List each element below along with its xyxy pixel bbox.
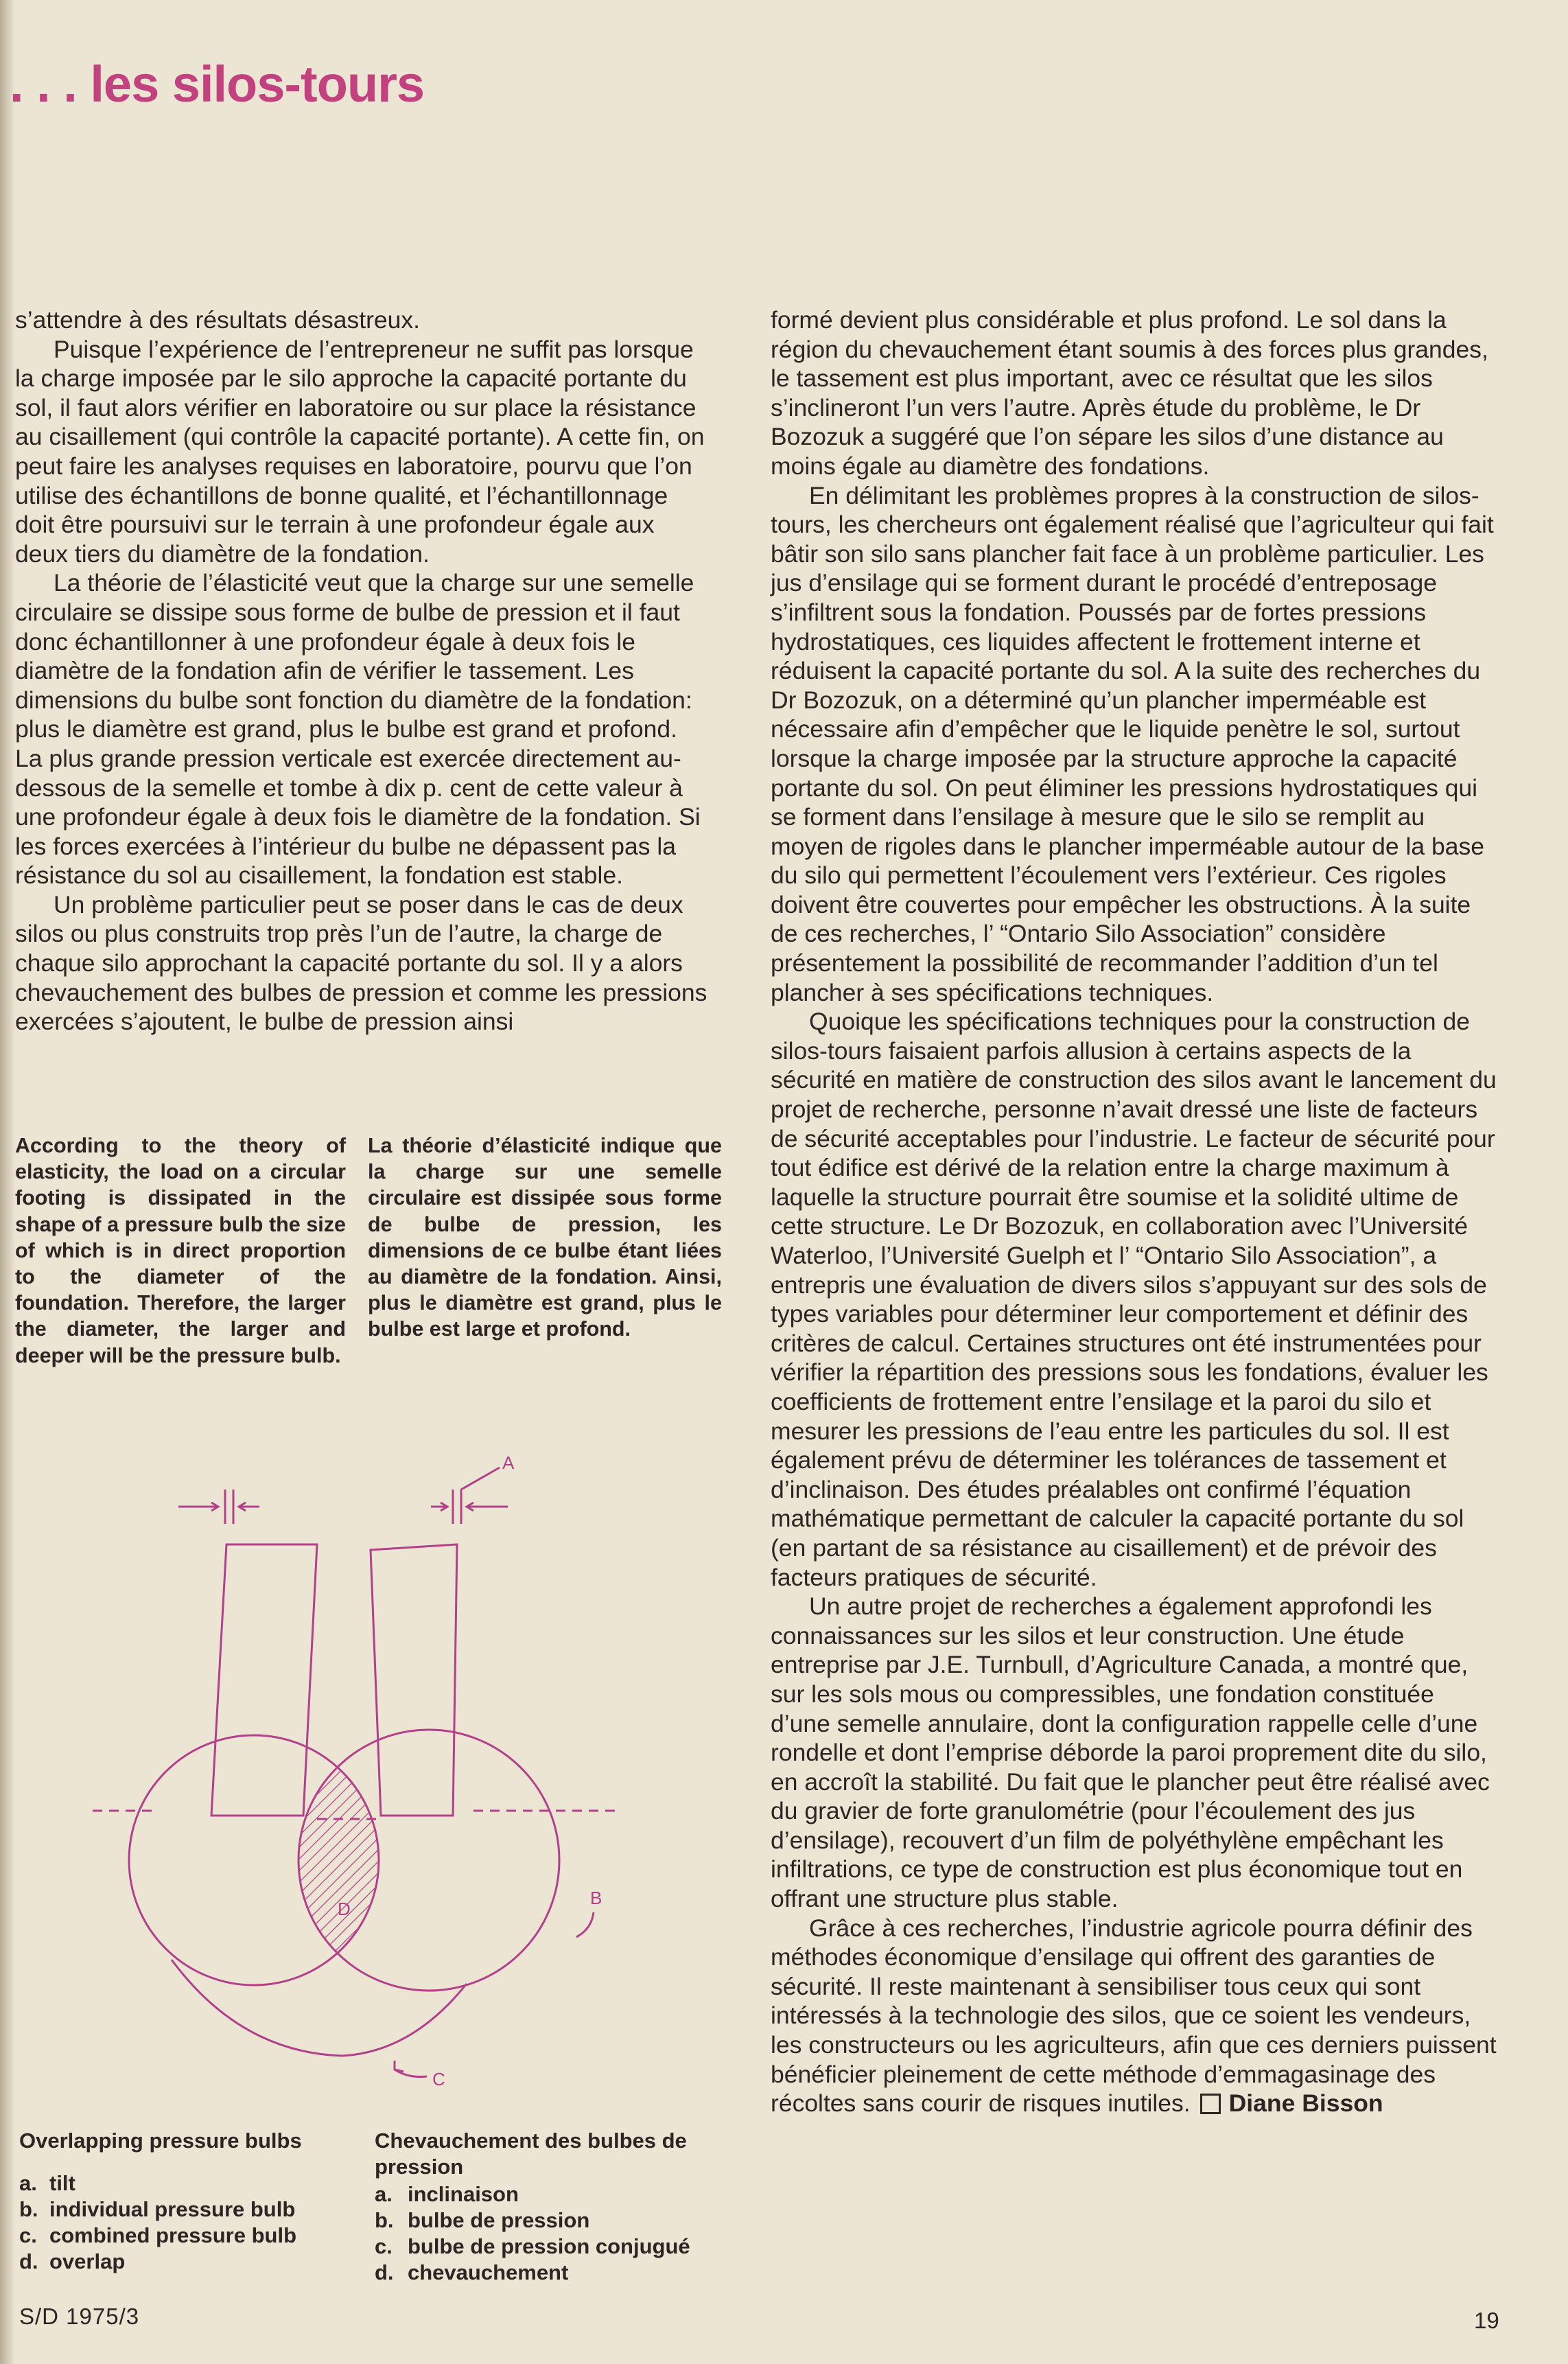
- paragraph: s’attendre à des résultats désastreux.: [15, 306, 421, 334]
- right-silo: [371, 1544, 457, 1816]
- caption-list: [19, 2170, 342, 2275]
- caption-item: b. individual pressure bulb: [19, 2197, 296, 2221]
- caption-title: Chevauchement des bulbes de pression: [375, 2129, 687, 2179]
- paragraph: Quoique les spécifications techniques pour la construction de silos-tours faisaient parfois allusion à certains aspects de la sécurité en matière de construction des silos avant le lancement du projet de recherche, personne n’avait dressé une liste de facteurs de sécurité acceptables pour l’industrie. Le facteur de sécurité pour tout édifice est dérivé de la relation entre la charge maximum à laquelle la structure pourrait être soumise et la solidité ultime de cette structure. Le Dr Bozozuk, en collaboration avec l’Université Waterloo, l’Université Guelph et l’ “Ontario Silo Association”, a entrepris une évaluation de divers silos s’appuyant sur des sols de types variables pour déterminer leur comportement et définir des critères de calcul. Certaines structures ont été instrumentées pour vérifier la répartition des pressions sous les fondations, évaluer les coefficients de frottement entre l’ensilage et la paroi du silo et mesurer les pressions de l’eau entre les particules du sol. Il est également prévu de déterminer les tolérances de tassement et d’inclinaison. Des études préalables ont confirmé l’équation mathématique permettant de calculer la capacité portante du sol (en partant de sa résistance au cisaillement) et de prévoir des facteurs pratiques de sécurité.: [771, 1008, 1497, 1591]
- paragraph: formé devient plus considérable et plus profond. Le sol dans la région du chevauchement étant soumis à des forces plus grandes, le tassement est plus important, avec ce résultat que les silos s’inclineront l’un vers l’autre. Après étude du problème, le Dr Bozozuk a suggéré que l’on sépare les silos d’une distance au moins égale au diamètre des fondations.: [771, 306, 1488, 480]
- paragraph: Grâce à ces recherches, l’industrie agricole pourra définir des méthodes économique d’ensilage qui offrent des garanties de sécurité. Il reste maintenant à sensibiliser tous ceux qui sont intéressés à la technologie des silos, que ce soient les vendeurs, les constructeurs ou les agriculteurs, afin que ces derniers puissent bénéficier pleinement de cette méthode d’emmagasinage des récoltes sans courir de risques inutiles. Diane Bisson: [771, 1914, 1497, 2118]
- author-name: Diane Bisson: [1228, 2089, 1383, 2118]
- caption-item: a. tilt: [19, 2171, 75, 2195]
- caption-english: [19, 2128, 342, 2275]
- label-d: D: [338, 1899, 351, 1919]
- caption-item: a. inclinaison: [375, 2182, 519, 2206]
- pull-quote-french: La théorie d’élasticité indique que la charge sur une semelle circulaire est dissipée sous forme de bulbe de pression, les dimensions de ce bulbe étant liées au diamètre de la fondation. Ainsi, plus le diamètre est grand, plus le bulbe est large et profond.: [368, 1134, 722, 1341]
- label-a: A: [502, 1452, 515, 1473]
- caption-item: d. chevauchement: [375, 2260, 569, 2284]
- combined-pressure-bulb: [172, 1960, 467, 2056]
- page-number: 19: [1474, 2308, 1499, 2333]
- caption-item: c. bulbe de pression conjugué: [375, 2234, 690, 2258]
- right-text-column: [771, 305, 1498, 2118]
- paragraph: Puisque l’expérience de l’entrepreneur ne suffit pas lorsque la charge imposée par le silo approche la capacité portante du sol, il faut alors vérifier en laboratoire ou sur place la résistance au cisaillement (qui contrôle la capacité portante). A cette fin, on peut faire les analyses requises en laboratoire, pourvu que l’on utilise des échantillons de bonne qualité, et l’échantillonnage doit être poursuivi sur le terrain à une profondeur égale aux deux tiers du diamètre de la fondation.: [15, 335, 705, 568]
- pull-quote-english: According to the theory of elasticity, the load on a circular footing is dissipated in the shape of a pressure bulb the size of which is in direct proportion to the diameter of the foundation. Therefore, the larger the diameter, the larger and deeper will be the pressure bulb.: [15, 1134, 346, 1367]
- issue-reference: S/D 1975/3: [19, 2304, 140, 2329]
- label-c: C: [432, 2069, 445, 2089]
- caption-list: [375, 2181, 745, 2286]
- caption-item: d. overlap: [19, 2249, 126, 2273]
- paragraph: Un autre projet de recherches a également approfondi les connaissances sur les silos et leur construction. Une étude entreprise par J.E. Turnbull, d’Agriculture Canada, a montré que, sur les sols mous ou compressibles, une fondation constituée d’une semelle annulaire, dont la configuration rappelle celle d’une rondelle et dont l’emprise déborde la paroi proprement dite du silo, en accroît la stabilité. Du fait que le plancher peut être réalisé avec du gravier de forte granulométrie (pour l’écoulement des jus d’ensilage), recouvert d’un film de polyéthylène empêchant les infiltrations, ce type de construction est plus économique tout en offrant une structure plus stable.: [771, 1592, 1490, 1913]
- page-edge-shadow: [0, 0, 15, 2364]
- caption-title: Overlapping pressure bulbs: [19, 2129, 302, 2153]
- page-title: . . . les silos-tours: [10, 56, 425, 113]
- paragraph: En délimitant les problèmes propres à la construction de silos-tours, les chercheurs ont également réalisé que l’agriculteur qui fait bâtir son silo sans plancher fait face à un problème particulier. Les jus d’ensilage qui se forment durant le procédé d’entreposage s’infiltrent sous la fondation. Poussés par de fortes pressions hydrostatiques, ces liquides affectent le frottement interne et réduisent la capacité portante du sol. A la suite des recherches du Dr Bozozuk, on a déterminé qu’un plancher imperméable est nécessaire afin d’empêcher que le liquide penètre le sol, surtout lorsque la charge imposée par la structure approche la capacité portante du sol. On peut éliminer les pressions hydrostatiques qui se forment dans l’ensilage à mesure que le silo se remplit au moyen de rigoles dans le plancher imperméable autour de la base du silo qui permettent l’écoulement vers l’extérieur. Ces rigoles doivent être couvertes pour empêcher les obstructions. À la suite de ces recherches, l’ “Ontario Silo Association” considère présentement la possibilité de recommander l’addition d’un tel plancher à ses spécifications techniques.: [771, 481, 1494, 1006]
- end-of-article-box: [1200, 2094, 1221, 2114]
- paragraph: La théorie de l’élasticité veut que la charge sur une semelle circulaire se dissipe sous forme de bulbe de pression et il faut donc échantillonner à une profondeur égale à deux fois le diamètre de la fondation afin de vérifier le tassement. Les dimensions du bulbe sont fonction du diamètre de la fondation: plus le diamètre est grand, plus le bulbe est grand et profond. La plus grande pression verticale est exercée directement au-dessous de la semelle et tombe à dix p. cent de cette valeur à une profondeur égale à deux fois le diamètre de la fondation. Si les forces exercées à l’intérieur du bulbe ne dépassent pas la résistance du sol au cisaillement, la fondation est stable.: [15, 569, 701, 890]
- left-text-column: [15, 305, 708, 1036]
- pressure-bulb-diagram: [69, 1448, 659, 2094]
- caption-item: b. bulbe de pression: [375, 2208, 590, 2232]
- caption-french: [375, 2128, 745, 2286]
- label-b: B: [590, 1888, 602, 1908]
- left-silo: [211, 1544, 317, 1816]
- paragraph: Un problème particulier peut se poser dans le cas de deux silos ou plus construits trop près l’un de l’autre, la charge de chaque silo approchant la capacité portante du sol. Il y a alors chevauchement des bulbes de pression et comme les pressions exercées s’ajoutent, le bulbe de pression ainsi: [15, 890, 707, 1036]
- caption-item: c. combined pressure bulb: [19, 2223, 297, 2247]
